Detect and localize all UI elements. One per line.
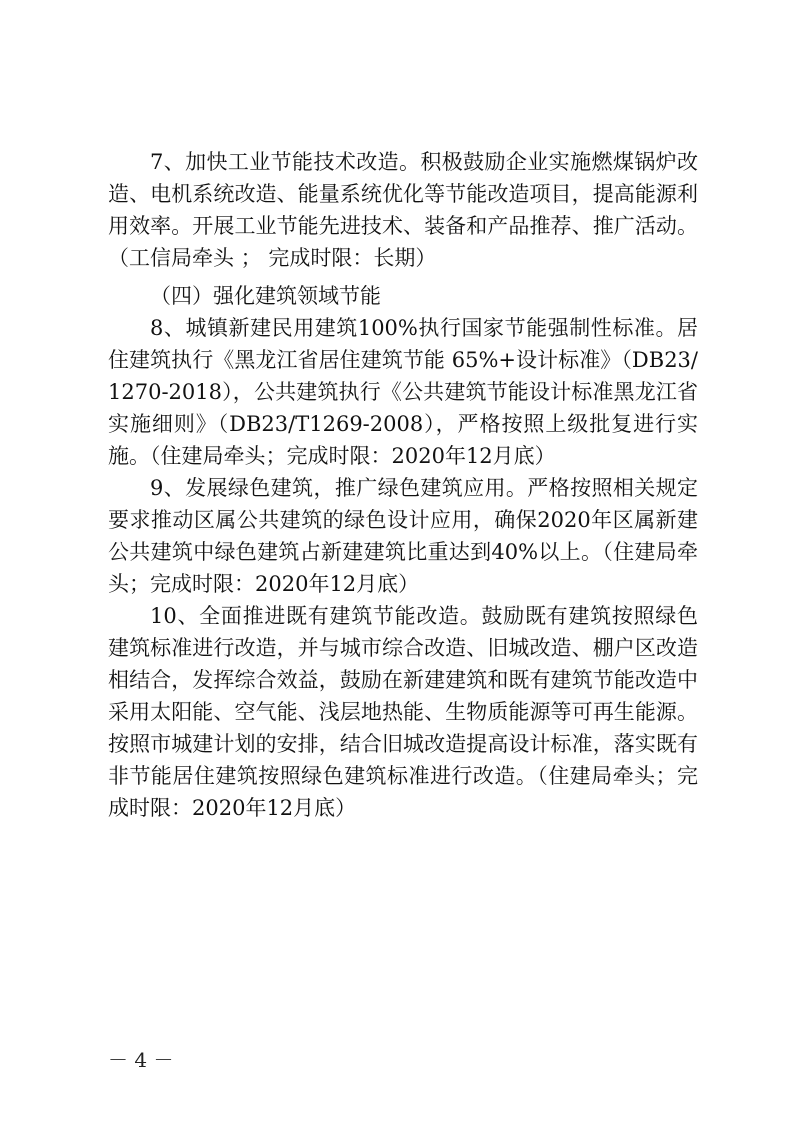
paragraph-item-8: 8、城镇新建民用建筑100%执行国家节能强制性标准。居住建筑执行《黑龙江省居住建筑节能 65%+设计标准》（DB23/1270-2018），公共建筑执行《公共建筑节能设计标准黑龙江省实施细则》（DB23/T1269-2008），严格按照上级批复进行实施。（住建局牵头；完成时限：2020年12月底） <box>108 316 698 468</box>
paragraph-item-10: 10、全面推进既有建筑节能改造。鼓励既有建筑按照绿色建筑标准进行改造，并与城市综合改造、旧城改造、棚户区改造相结合，发挥综合效益，鼓励在新建建筑和既有建筑节能改造中采用太阳能、空气能、浅层地热能、生物质能源等可再生能源。按照市城建计划的安排，结合旧城改造提高设计标准，落实既有非节能居住建筑按照绿色建筑标准进行改造。（住建局牵头；完成时限：2020年12月底） <box>108 604 698 820</box>
paragraph-item-7: 7、加快工业节能技术改造。积极鼓励企业实施燃煤锅炉改造、电机系统改造、能量系统优化等节能改造项目，提高能源利用效率。开展工业节能先进技术、装备和产品推荐、推广活动。（工信局牵头 ； 完成时限：长期） <box>108 150 698 270</box>
document-body <box>108 146 698 824</box>
page-number: － 4 － <box>108 1048 174 1072</box>
paragraph-item-9: 9、发展绿色建筑，推广绿色建筑应用。严格按照相关规定要求推动区属公共建筑的绿色设计应用，确保2020年区属新建公共建筑中绿色建筑占新建建筑比重达到40%以上。（住建局牵头；完成时限：2020年12月底） <box>108 476 698 596</box>
section-heading-4: （四）强化建筑领域节能 <box>150 284 381 308</box>
